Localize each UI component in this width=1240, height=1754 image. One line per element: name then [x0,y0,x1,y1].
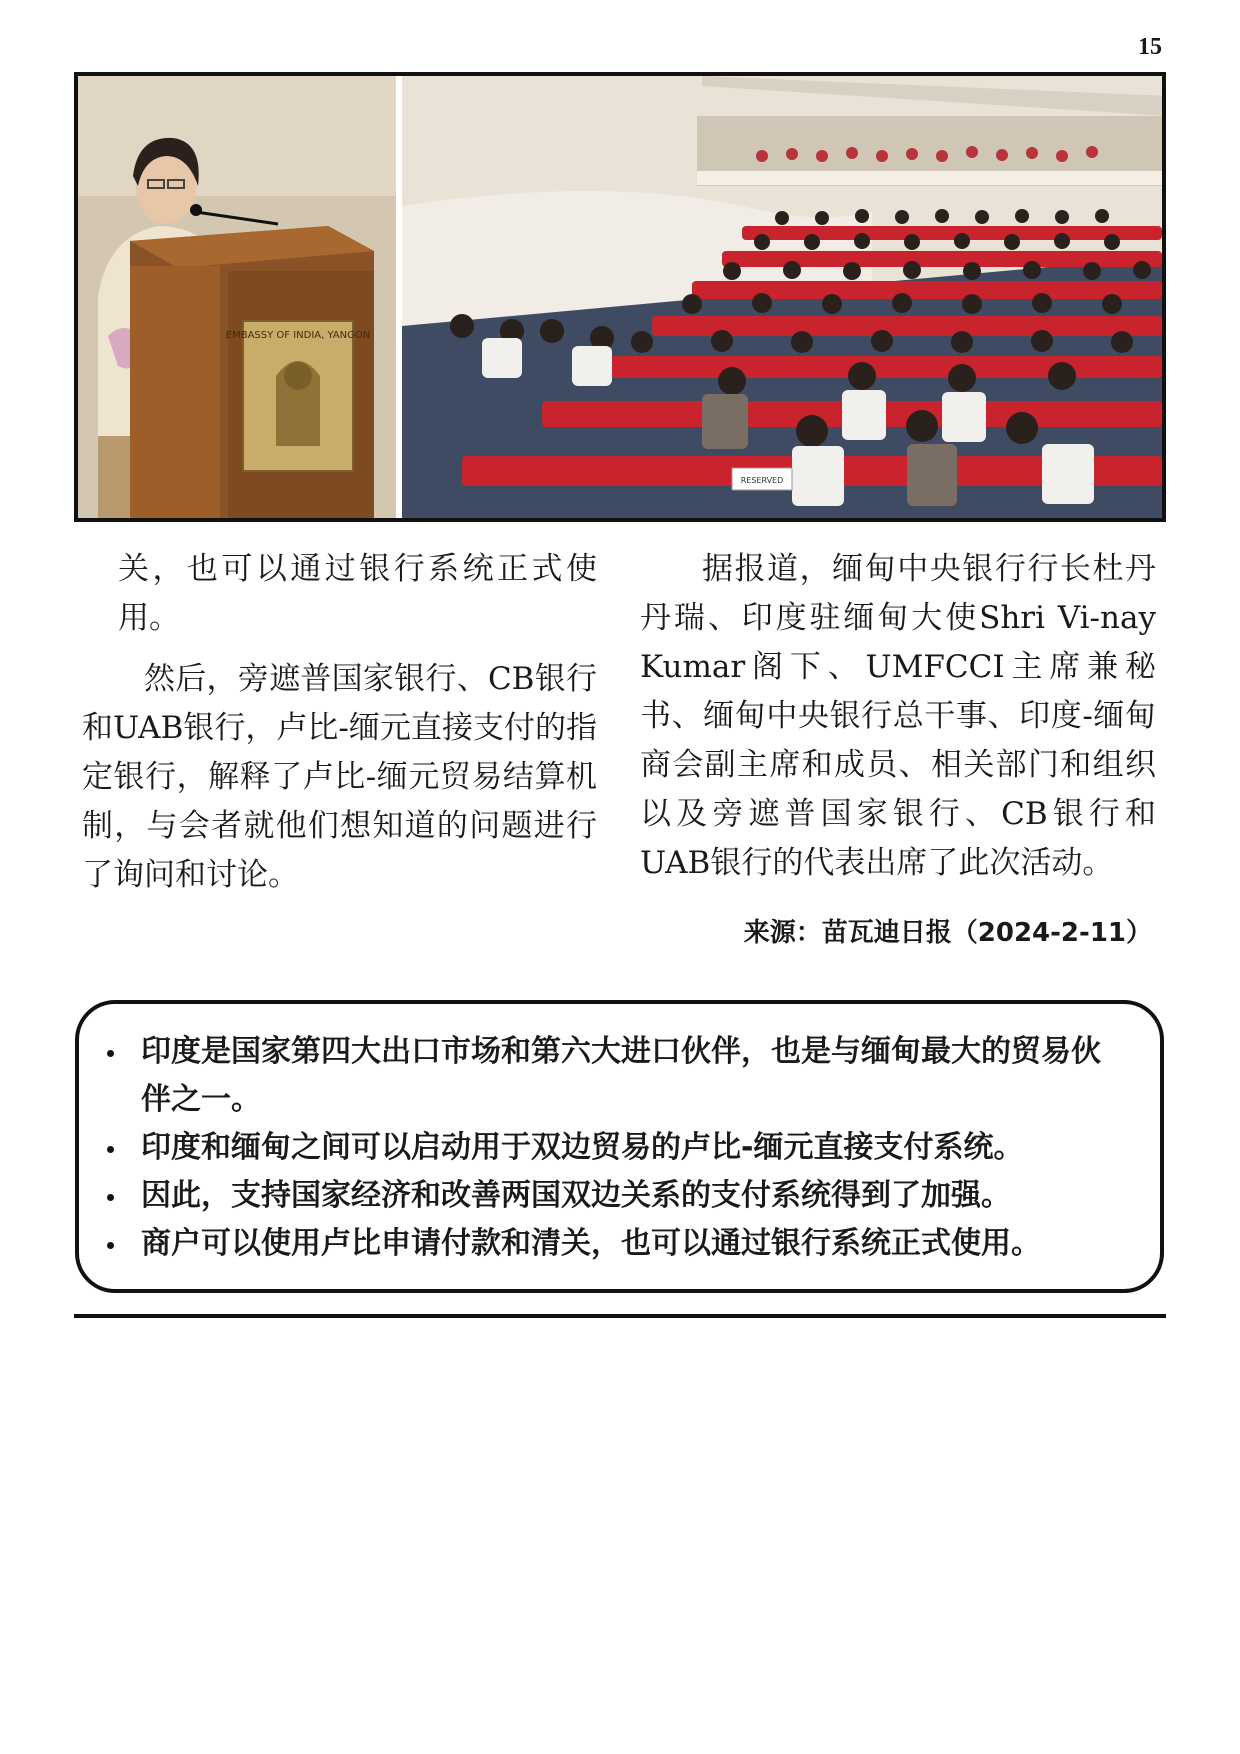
summary-item-text: 印度是国家第四大出口市场和第六大进口伙伴，也是与缅甸最大的贸易伙伴之一。 [141,1034,1101,1117]
summary-item [103,1124,1130,1172]
bullet-icon [107,1146,114,1153]
audience-illustration [402,76,1162,518]
plaque-text: EMBASSY OF INDIA, YANGON [225,330,371,341]
bullet-icon [107,1050,114,1057]
right-paragraph-1: 据报道，缅甸中央银行行长杜丹丹瑞、印度驻缅甸大使Shri Vi-nay Kumar阁下、UMFCCI主席兼秘书、缅甸中央银行总干事、印度-缅甸商会副主席和成员、相关部门和组织以及旁遮普国家银行、CB银行和UAB银行的代表出席了此次活动。 [640,551,1156,881]
reserved-sign: RESERVED [740,476,784,485]
audience-photo [402,76,1162,518]
left-paragraph-2: 然后，旁遮普国家银行、CB银行和UAB银行，卢比-缅元直接支付的指定银行，解释了卢比-缅元贸易结算机制，与会者就他们想知道的问题进行了询问和讨论。 [82,661,597,893]
summary-item-text: 因此，支持国家经济和改善两国双边关系的支付系统得到了加强。 [141,1178,1011,1213]
left-paragraph-1: 关，也可以通过银行系统正式使用。 [118,551,597,636]
page-number: 15 [1138,34,1162,60]
bullet-icon [107,1194,114,1201]
bottom-divider [74,1314,1166,1318]
left-column [82,545,597,912]
source-citation: 来源：苗瓦迪日报（2024-2-11） [743,918,1152,948]
bullet-icon [107,1242,114,1249]
summary-item [103,1028,1130,1124]
summary-item-text: 商户可以使用卢比申请付款和清关，也可以通过银行系统正式使用。 [141,1226,1041,1261]
speaker-illustration [78,76,396,518]
summary-item [103,1172,1130,1220]
right-column [640,545,1156,900]
summary-box [75,1000,1164,1293]
speaker-photo [78,76,396,518]
event-photo [74,72,1166,522]
summary-item [103,1220,1130,1268]
summary-item-text: 印度和缅甸之间可以启动用于双边贸易的卢比-缅元直接支付系统。 [141,1130,1024,1165]
summary-list [103,1028,1130,1268]
